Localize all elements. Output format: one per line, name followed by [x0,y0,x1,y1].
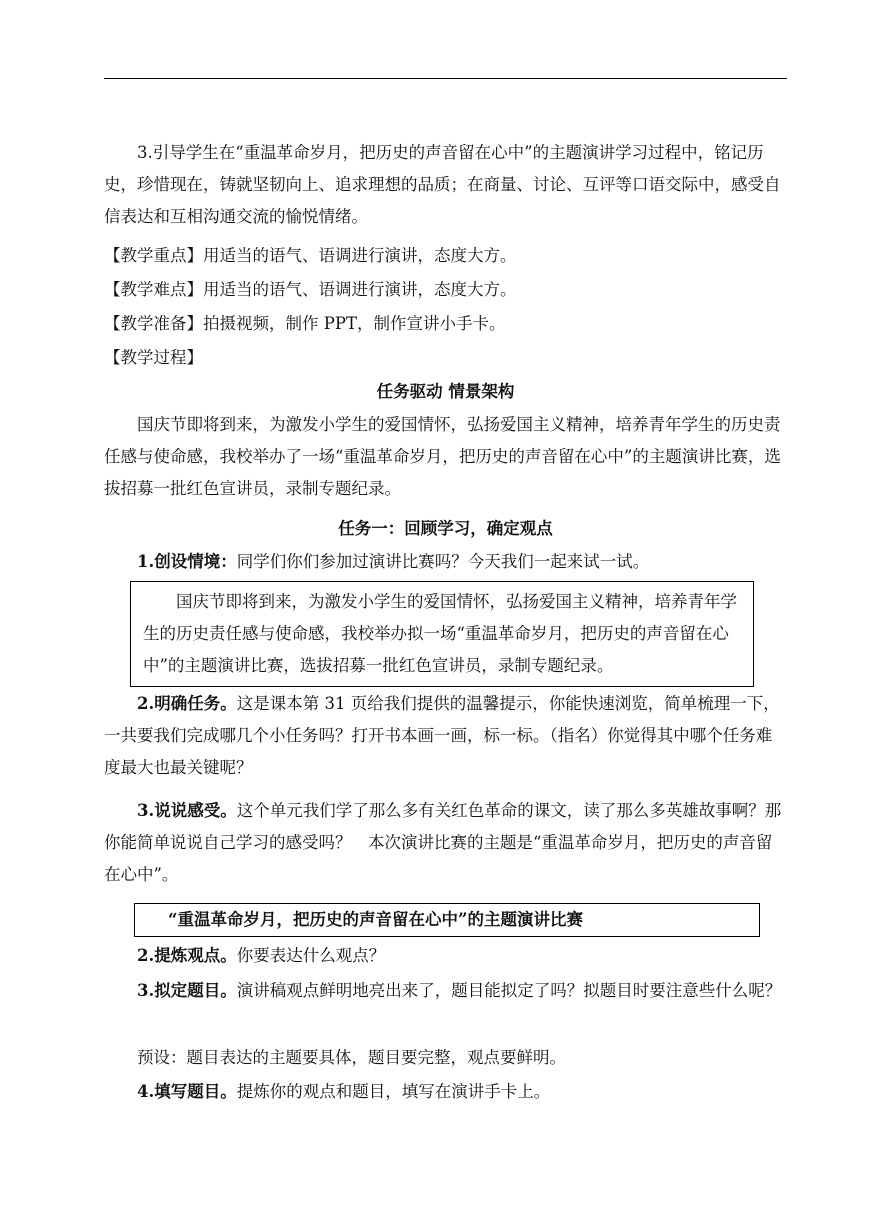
preset-answer: 预设：题目表达的主题要具体，题目要完整，观点要鲜明。 [137,1048,566,1067]
task-3-paragraph [104,975,787,1007]
header-rule [104,78,787,79]
teaching-process-label: 【教学过程】 [104,348,203,367]
task-3-label: 3.拟定题目。 [137,981,237,1000]
step-3-label: 3.说说感受。 [137,801,237,820]
task-one-heading: 任务一：回顾学习，确定观点 [338,519,553,538]
step-3-paragraph [104,795,787,891]
theme-title-box: “重温革命岁月，把历史的声音留在心中”的主题演讲比赛 [134,903,760,937]
task-2-text: 你要表达什么观点？ [236,946,386,965]
teaching-difficulty: 【教学难点】用适当的语气、语调进行演讲，态度大方。 [104,280,517,299]
step-1-label: 1.创设情境： [137,552,237,571]
step-2-paragraph [104,688,787,784]
task-2-label: 2.提炼观点。 [137,946,237,965]
task-2-paragraph [104,940,787,972]
teaching-preparation: 【教学准备】拍摄视频，制作 PPT，制作宣讲小手卡。 [104,314,506,333]
task-3-text: 演讲稿观点鲜明地亮出来了，题目能拟定了吗？拟题目时要注意些什么呢？ [236,981,782,1000]
step-3-text: 这个单元我们学了那么多有关红色革命的课文，读了那么多英雄故事啊？那你能简单说说自己学习的感受吗？ 本次演讲比赛的主题是“重温革命岁月，把历史的声音留在心中”。 [104,801,782,884]
step-2-label: 2.明确任务。 [137,694,237,713]
section-heading-main: 任务驱动 情景架构 [376,382,515,401]
task-4-text: 提炼你的观点和题目，填写在演讲手卡上。 [236,1082,551,1101]
task-4-paragraph [104,1076,787,1108]
task-4-label: 4.填写题目。 [137,1082,237,1101]
step-2-text: 这是课本第 31 页给我们提供的温馨提示，你能快速浏览，简单梳理一下，一共要我们完成哪几个小任务吗？打开书本画一画，标一标。（指名）你觉得其中哪个任务难度最大也最关键呢？ [104,694,780,777]
teaching-focus: 【教学重点】用适当的语气、语调进行演讲，态度大方。 [104,246,517,265]
intro-paragraph: 国庆节即将到来，为激发小学生的爱国情怀，弘扬爱国主义精神，培养青年学生的历史责任感与使命感，我校举办了一场“重温革命岁月，把历史的声音留在心中”的主题演讲比赛，选拔招募一批红色宣讲员，录制专题纪录。 [104,415,781,498]
step-1-paragraph [104,546,787,578]
goal-3-paragraph: 3.引导学生在“重温革命岁月，把历史的声音留在心中”的主题演讲学习过程中，铭记历史，珍惜现在，铸就坚韧向上、追求理想的品质；在商量、讨论、互评等口语交际中，感受自信表达和互相沟通交流的愉悦情绪。 [104,143,781,226]
step-1-text: 同学们你们参加过演讲比赛吗？今天我们一起来试一试。 [236,552,650,571]
scenario-box: 国庆节即将到来，为激发小学生的爱国情怀，弘扬爱国主义精神，培养青年学生的历史责任感与使命感，我校举办拟一场“重温革命岁月，把历史的声音留在心中”的主题演讲比赛，选拔招募一批红色宣讲员，录制专题纪录。 [130,581,754,687]
